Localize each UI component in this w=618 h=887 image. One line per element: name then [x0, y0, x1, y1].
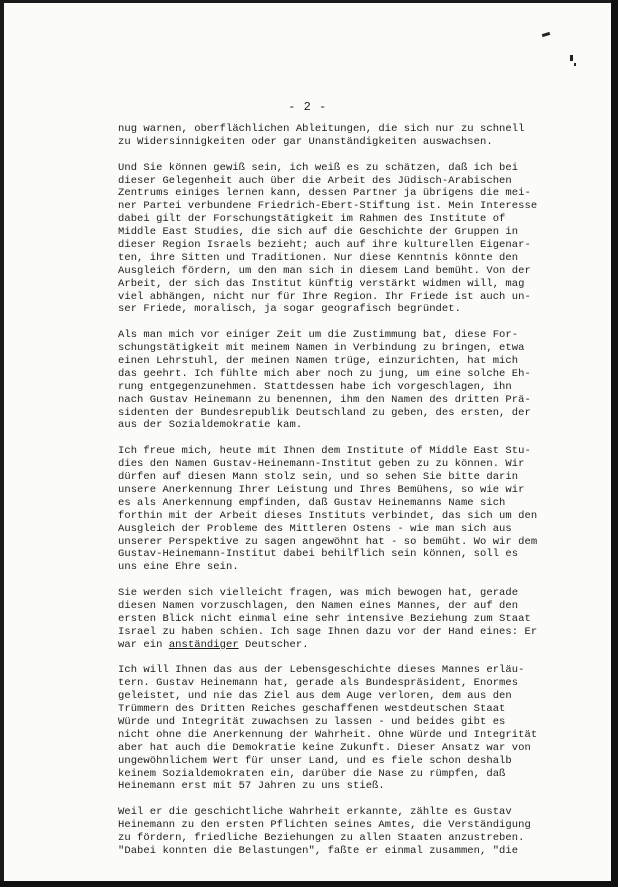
text-line: Ich will Ihnen das aus der Lebensgeschichte dieses Mannes erläu- [118, 664, 525, 677]
paragraph-5 [118, 587, 588, 651]
text-line: uns eine Ehre sein. [118, 561, 239, 574]
text-line: Trümmern des Dritten Reiches geschaffenen westdeutschen Staat [118, 703, 506, 716]
paragraph-1 [118, 123, 588, 149]
text-line: tern. Gustav Heinemann hat, gerade als Bundespräsident, Enormes [118, 677, 519, 690]
scan-speck [574, 63, 576, 66]
text-line: ten, ihre Sitten und Traditionen. Nur diese Kenntnis könnte den [118, 251, 519, 264]
document-page [4, 3, 611, 881]
text-line: rung entgegenzunehmen. Stattdessen habe ich vorgeschlagen, ihn [118, 380, 512, 393]
text-line: viel abhängen, nicht nur für Ihre Region. Ihr Friede ist auch un- [118, 290, 531, 303]
text-line: das geehrt. Ich fühlte mich aber noch zu jung, um eine solche Eh- [118, 367, 531, 380]
text-line: Als man mich vor einiger Zeit um die Zustimmung bat, diese For- [118, 329, 519, 342]
scan-speck [542, 32, 551, 37]
text-line: Würde und Integrität zuwachsen zu lassen - und beides gibt es [118, 715, 506, 728]
text-line: nicht ohne die Anerkennung der Wahrheit. Ohne Würde und Integrität [118, 728, 538, 741]
paragraph-4 [118, 445, 588, 574]
underlined-word: anständiger [168, 638, 239, 651]
page-number: - 2 - [288, 100, 327, 114]
text-line: unsere Anerkennung Ihrer Leistung und Ihres Bemühens, so wie wir [118, 483, 525, 496]
text-line: Ausgleich der Probleme des Mittleren Ostens - wie man sich aus [118, 522, 512, 535]
text-line: Arbeit, der sich das Institut künftig verstärkt widmen will, mag [118, 277, 525, 290]
scan-speck [570, 55, 573, 61]
text-line: Und Sie können gewiß sein, ich weiß es zu schätzen, daß ich bei [118, 161, 519, 174]
text-line: "Dabei konnten die Belastungen", faßte er einmal zusammen, "die [118, 844, 519, 857]
text-line: dürfen auf diesen Mann stolz sein, und so sehen Sie bitte darin [118, 471, 519, 484]
paragraph-2 [118, 162, 588, 317]
text-line: dieser Region Israels bezieht; auch auf ihre kulturellen Eigenar- [118, 239, 531, 252]
text-line: zu fördern, friedliche Beziehungen zu allen Staaten anzustreben. [118, 831, 525, 844]
text-line: einen Lehrstuhl, der meinen Namen trüge, einzurichten, hat mich [118, 355, 519, 368]
text-line: nach Gustav Heinemann zu benennen, ihm den Namen des dritten Prä- [118, 393, 531, 406]
text-line: keinem Sozialdemokraten ein, darüber die Nase zu rümpfen, daß [118, 767, 506, 780]
text-line: unserer Perspektive zu sagen angewöhnt hat - so bemüht. Wo wir dem [118, 535, 538, 548]
text-line: Heinemann zu den ersten Pflichten seines Amtes, die Verständigung [118, 819, 531, 832]
text-line: Ausgleich fördern, um den man sich in diesem Land bemüht. Von der [118, 264, 531, 277]
scan-border-right [611, 0, 618, 887]
text-line: Ich freue mich, heute mit Ihnen dem Institute of Middle East Stu- [118, 445, 531, 458]
text-fragment: war ein [118, 638, 169, 651]
text-line: Gustav-Heinemann-Institut dabei behilflich sein können, soll es [118, 548, 519, 561]
paragraph-3 [118, 329, 588, 432]
text-line: dabei gilt der Forschungstätigkeit im Rahmen des Institute of [118, 213, 506, 226]
text-line: sidenten der Bundesrepublik Deutschland zu geben, des ersten, der [118, 406, 531, 419]
text-line: dieser Gelegenheit auch über die Arbeit des Jüdisch-Arabischen [118, 174, 512, 187]
text-line: diesen Namen vorzuschlagen, den Namen eines Mannes, der auf den [118, 599, 519, 612]
text-line: ersten Blick nicht einmal eine sehr intensive Beziehung zum Staat [118, 612, 531, 625]
paragraph-6 [118, 664, 588, 793]
text-line: ser Friede, moralisch, ja sogar geografisch begründet. [118, 303, 461, 316]
paragraph-7 [118, 806, 588, 858]
text-line: ungewöhnlichem Wert für unser Land, und es fiele schon deshalb [118, 754, 512, 767]
text-line [118, 639, 588, 652]
text-line: Zentrums einiges lernen kann, dessen Partner ja übrigens die mei- [118, 187, 531, 200]
text-line: Heinemann erst mit 57 Jahren zu uns stieß. [118, 780, 385, 793]
text-line: es als Anerkennung empfinden, daß Gustav Heinemanns Name sich [118, 496, 506, 509]
text-line: schungstätigkeit mit meinem Namen in Verbindung zu bringen, etwa [118, 342, 525, 355]
letter-body [118, 123, 588, 871]
text-line: aus der Sozialdemokratie kam. [118, 419, 303, 432]
text-line: Sie werden sich vielleicht fragen, was mich bewogen hat, gerade [118, 587, 519, 600]
text-fragment: Deutscher. [238, 638, 309, 651]
text-line: aber hat auch die Demokratie keine Zukunft. Dieser Ansatz war von [118, 741, 531, 754]
text-line: dies den Namen Gustav-Heinemann-Institut geben zu zu können. Wir [118, 458, 525, 471]
text-line: nug warnen, oberflächlichen Ableitungen, die sich nur zu schnell [118, 123, 525, 135]
text-line: Weil er die geschichtliche Wahrheit erkannte, zählte es Gustav [118, 806, 512, 819]
text-line: geleistet, und nie das Ziel aus dem Auge verloren, dem aus den [118, 690, 512, 703]
text-line: ner Partei verbundene Friedrich-Ebert-Stiftung ist. Mein Interesse [118, 200, 538, 213]
text-line: Middle East Studies, die sich auf die Geschichte der Gruppen in [118, 226, 519, 239]
scan-border-bottom [0, 881, 618, 887]
text-line: zu Widersinnigkeiten oder gar Unanständigkeiten auswachsen. [118, 135, 493, 148]
text-line: Israel zu haben schien. Ich sage Ihnen dazu vor der Hand eines: Er [118, 625, 538, 638]
text-line: forthin mit der Arbeit dieses Instituts verbindet, das sich um den [118, 509, 538, 522]
